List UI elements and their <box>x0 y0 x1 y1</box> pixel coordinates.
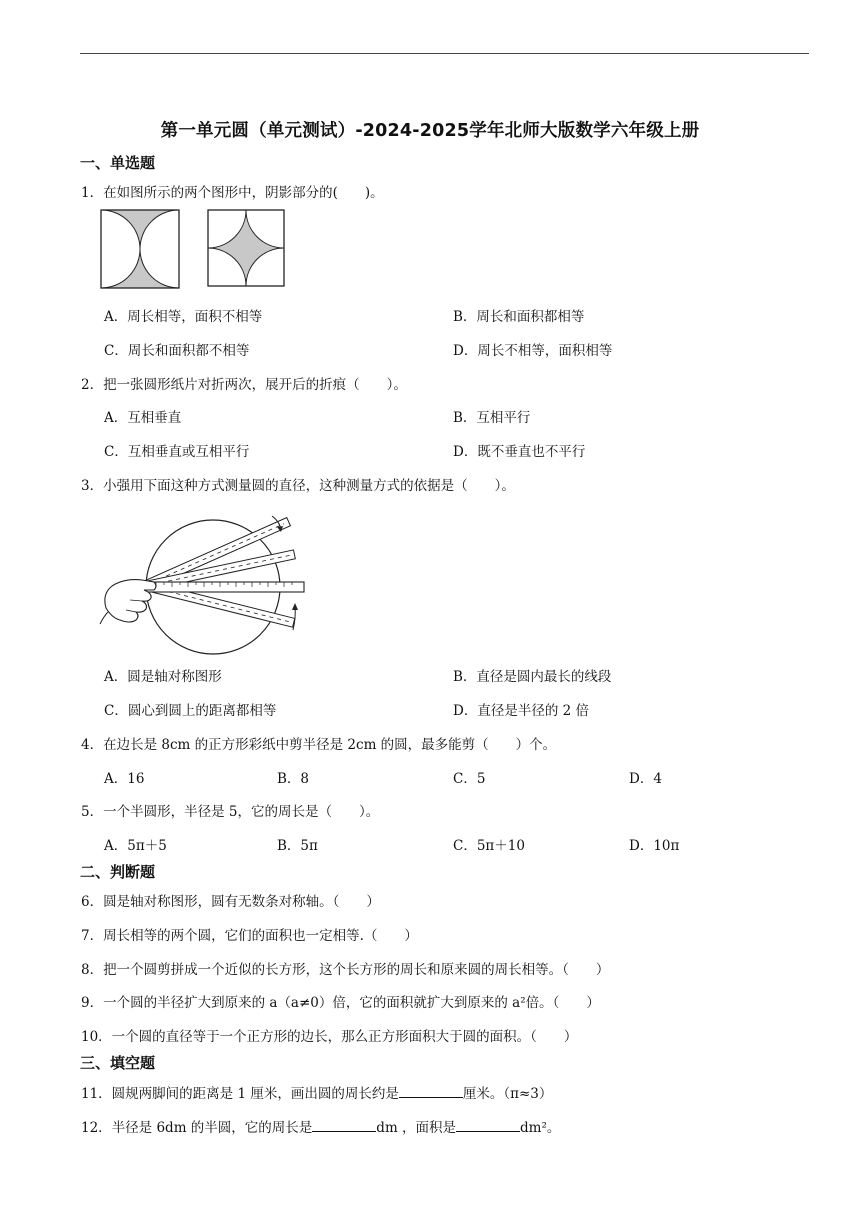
question-3-figure <box>98 500 313 658</box>
question-3-stem: 3．小强用下面这种方式测量圆的直径，这种测量方式的依据是（ ）。 <box>81 478 515 494</box>
question-3-option-c[interactable]: C．圆心到圆上的距离都相等 <box>104 703 277 719</box>
question-5-option-d[interactable]: D．10π <box>629 838 680 854</box>
question-3-option-d[interactable]: D．直径是半径的 2 倍 <box>453 703 589 719</box>
question-3-option-b[interactable]: B．直径是圆内最长的线段 <box>453 669 612 685</box>
question-4-stem: 4．在边长是 8cm 的正方形彩纸中剪半径是 2cm 的圆，最多能剪（ ）个。 <box>81 737 557 753</box>
question-2-stem: 2．把一张圆形纸片对折两次，展开后的折痕（ ）。 <box>81 377 407 393</box>
question-1-figure <box>98 207 288 291</box>
question-11-blank[interactable] <box>399 1085 463 1098</box>
question-2-option-c[interactable]: C．互相垂直或互相平行 <box>104 444 250 460</box>
question-1-stem: 1．在如图所示的两个图形中，阴影部分的( )。 <box>81 185 384 201</box>
question-12-text-after: dm²。 <box>520 1120 561 1136</box>
question-12-text-middle: dm ，面积是 <box>376 1120 457 1136</box>
question-4-option-b[interactable]: B．8 <box>277 771 310 787</box>
question-11 <box>81 1082 552 1102</box>
question-8: 8．把一个圆剪拼成一个近似的长方形，这个长方形的周长和原来圆的周长相等。（ ） <box>81 962 610 978</box>
question-5-option-b[interactable]: B．5π <box>277 838 318 854</box>
question-7: 7．周长相等的两个圆，它们的面积也一定相等.（ ） <box>81 928 418 944</box>
question-2-option-b[interactable]: B．互相平行 <box>453 410 531 426</box>
question-1-option-c[interactable]: C．周长和面积都不相等 <box>104 343 250 359</box>
page-title: 第一单元圆（单元测试）-2024-2025学年北师大版数学六年级上册 <box>160 121 700 141</box>
question-5-stem: 5．一个半圆形，半径是 5，它的周长是（ ）。 <box>81 804 380 820</box>
question-4-option-d[interactable]: D．4 <box>629 771 662 787</box>
question-4-option-c[interactable]: C．5 <box>453 771 486 787</box>
section-heading-single-choice: 一、单选题 <box>80 154 156 172</box>
question-1-option-b[interactable]: B．周长和面积都相等 <box>453 309 585 325</box>
section-heading-fill-in: 三、填空题 <box>80 1054 156 1072</box>
question-11-text-after: 厘米。（π≈3） <box>462 1086 553 1102</box>
question-4-option-a[interactable]: A．16 <box>104 771 145 787</box>
question-1-option-a[interactable]: A．周长相等，面积不相等 <box>104 309 263 325</box>
header-rule <box>80 53 809 54</box>
question-11-text-before: 11．圆规两脚间的距离是 1 厘米，画出圆的周长约是 <box>81 1086 399 1102</box>
question-10: 10．一个圆的直径等于一个正方形的边长，那么正方形面积大于圆的面积。（ ） <box>81 1029 578 1045</box>
question-6: 6．圆是轴对称图形，圆有无数条对称轴。（ ） <box>81 894 380 910</box>
question-5-option-a[interactable]: A．5π＋5 <box>104 838 167 854</box>
question-12 <box>81 1116 560 1136</box>
question-1-option-d[interactable]: D．周长不相等，面积相等 <box>453 343 613 359</box>
question-9: 9．一个圆的半径扩大到原来的 a（a≠0）倍，它的面积就扩大到原来的 a²倍。（ ） <box>81 995 600 1011</box>
question-5-option-c[interactable]: C．5π＋10 <box>453 838 525 854</box>
question-2-option-a[interactable]: A．互相垂直 <box>104 410 182 426</box>
section-heading-true-false: 二、判断题 <box>80 863 156 881</box>
question-3-option-a[interactable]: A．圆是轴对称图形 <box>104 669 222 685</box>
question-12-blank-area[interactable] <box>456 1119 520 1132</box>
question-2-option-d[interactable]: D．既不垂直也不平行 <box>453 444 586 460</box>
question-12-blank-perimeter[interactable] <box>312 1119 376 1132</box>
question-12-text-before: 12．半径是 6dm 的半圆，它的周长是 <box>81 1120 313 1136</box>
